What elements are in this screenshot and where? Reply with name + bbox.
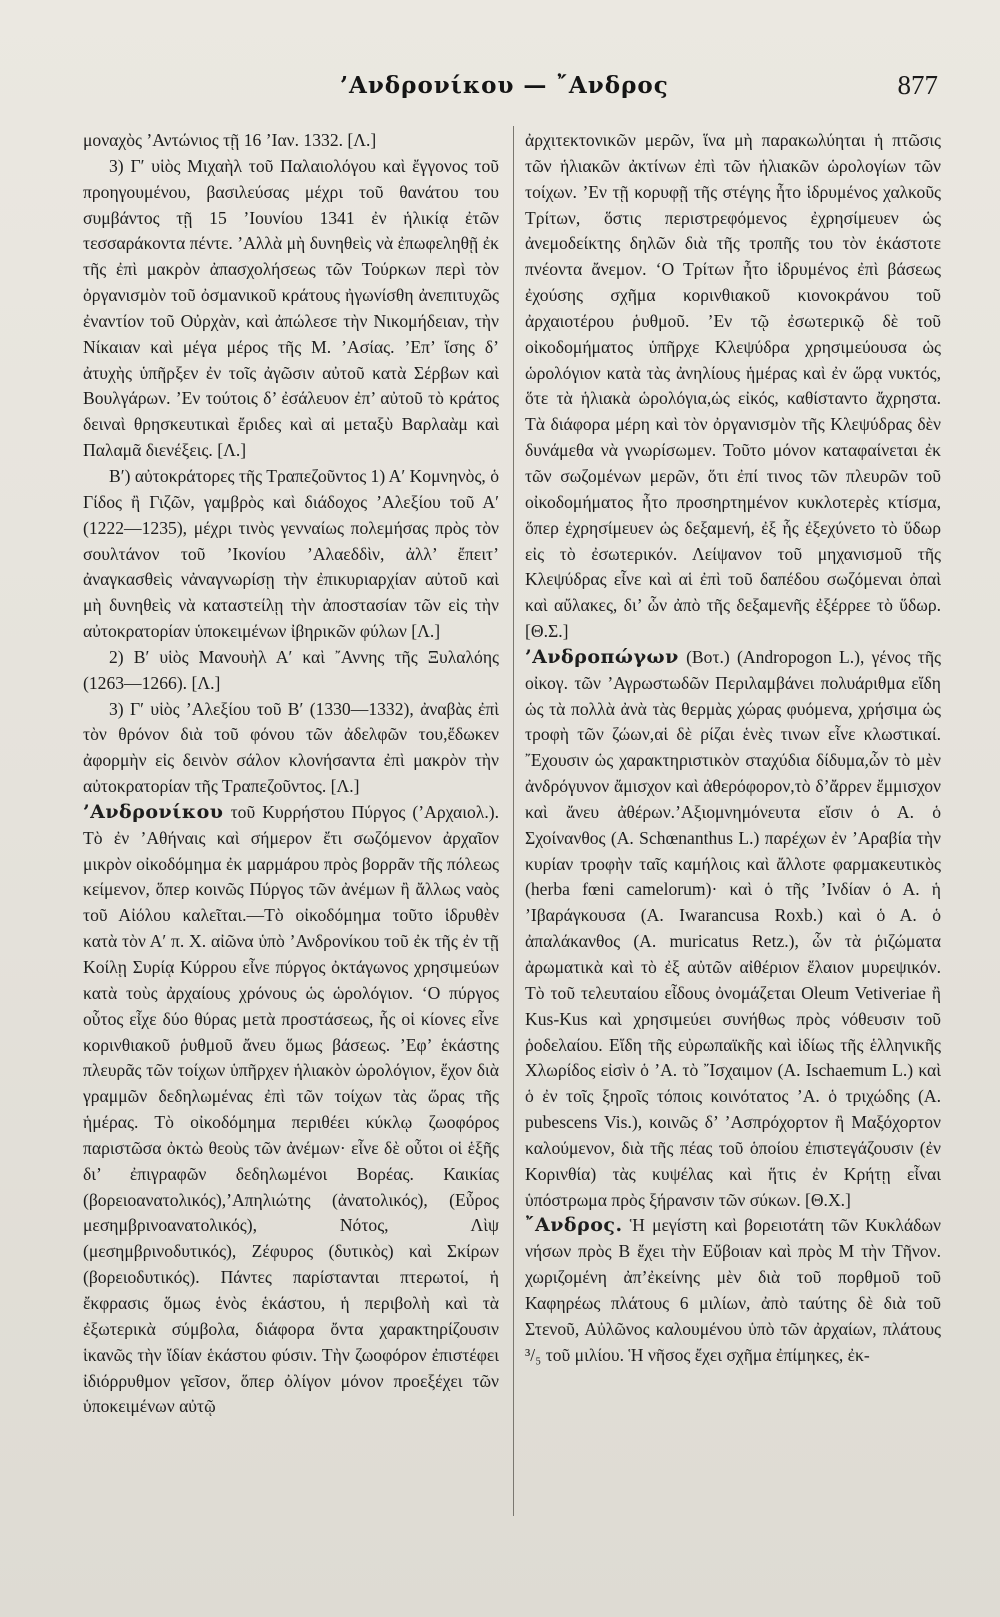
- paragraph: 2) Β′ υἱὸς Μανουὴλ Α′ καὶ ῎Αννης τῆς Ξυλαλόης (1263—1266). [Λ.]: [83, 646, 499, 693]
- paragraph: Β′) αὐτοκράτορες τῆς Τραπεζοῦντος 1) Α′ Κομνηνὸς, ὁ Γίδος ἢ Γιζῶν, γαμβρὸς καὶ διάδοχος ’Αλεξίου τοῦ Α′ (1222—1235), μέχρι τινὸς γενναίως πολεμήσας πρὸς τὸν σουλτάνον τοῦ ’Ικονίου ’Αλαεδδὶν, ἀλλ’ ἔπειτ’ ἀναγκασθεὶς νἀναγνωρίσῃ τὴν ἐπικυριαρχίαν αὐτοῦ καὶ μὴ δυνηθεὶς νὰ καταστείλῃ τὴν ἀποστασίαν τῶν εἰς τὴν αὐτοκρατορίαν ὑποκειμένων ἰβηρικῶν φύλων [Λ.]: [83, 465, 499, 642]
- paragraph: μοναχὸς ’Αντώνιος τῇ 16 ’Ιαν. 1332. [Λ.]: [83, 130, 377, 150]
- entry-headword: ῎Ανδρος.: [525, 1214, 623, 1237]
- entry-body: τοῦ Κυρρήστου Πύργος (’Αρχαιολ.). Τὸ ἐν ’Αθήναις καὶ σήμερον ἔτι σωζόμενον ἀρχαῖον μικρὸν οἰκοδόμημα ἐκ μαρμάρου πρὸς βορρᾶν τῆς πόλεως κείμενον, ὅπερ κοινῶς Πύργος τῶν ἀνέμων ἢ ἄλλως ναὸς τοῦ Αἰόλου καλεῖται.—Τὸ οἰκοδόμημα τοῦτο ἱδρυθὲν κατὰ τὸν Α′ π. Χ. αἰῶνα ὑπὸ ’Ανδρονίκου τοῦ ἐκ τῆς ἐν τῇ Κοίλῃ Συρίᾳ Κύρρου εἶνε πύργος ὀκτάγωνος χρησιμεύων κατὰ τοὺς ἀρχαίους χρόνους ὡς ὡρολόγιον. ‘Ο πύργος οὗτος εἶχε δύο θύρας μετὰ προστάσεως, ἧς οἱ κίονες εἶνε κορινθιακοῦ ῥυθμοῦ ἄνευ ὅμως βάσεως. ’Εφ’ ἑκάστης πλευρᾶς τῶν τοίχων ὑπῆρχεν ἡλιακὸν ὡρολόγιον, ἔχον διὰ γραμμῶν δεδηλωμένας ἐπὶ τῶν τοίχων τὰς ὥρας τῆς ἡμέρας. Τὸ οἰκοδόμημα περιθέει κύκλῳ ζωοφόρος παριστῶσα ὀκτὼ θεοὺς τῶν ἀνέμων· εἶνε δὲ οὗτοι οἱ ἑξῆς δι’ ἐπιγραφῶν δεδηλωμένοι Βορέας. Καικίας (βορειοανατολικός),’Απηλιώτης (ἀνατολικός), (Εὖρος μεσημβρινοανατολικός), Νότος, Λὶψ (μεσημβρινοδυτικός), Ζέφυρος (δυτικὸς) καὶ Σκίρων (βορειοδυτικός). Πάντες παρίστανται πτερωτοί, ἡ ἔκφρασις ὅμως ἑνὸς ἑκάστου, ἡ περιβολὴ καὶ τὰ ἐξωτερικὰ σύμβολα, διάφορα ὄντα χαρακτηρίζουσιν ἱκανῶς τὴν ἴδίαν ἑκάστου φύσιν. Τὴν ζωοφόρον ἐπιστέφει ἰδιόρρυθμον γεῖσον, ὅπερ ὀλίγον μόνον προεξέχει τῶν ὑποκειμένων αὐτῷ: [83, 801, 499, 1417]
- page-number: 877: [897, 70, 938, 100]
- entry-headword: ’Ανδρονίκου: [83, 800, 224, 823]
- page-header: [0, 70, 1000, 110]
- entry-headword: ’Ανδροπώγων: [525, 645, 679, 668]
- column-divider: [513, 126, 514, 1516]
- entry: [83, 800, 499, 1420]
- paragraph: 3) Γ′ υἱὸς Μιχαὴλ τοῦ Παλαιολόγου καὶ ἔγγονος τοῦ προηγουμένου, βασιλεύσας μέχρι τοῦ θανάτου του συμβάντος τῇ 15 ’Ιουνίου 1341 ἐν ἡλικίᾳ ἐτῶν τεσσαράκοντα πέντε. ’Αλλὰ μὴ δυνηθεὶς νὰ ἐπωφεληθῇ ἐκ τῆς ἐπὶ μακρὸν ἀπασχολήσεως τῶν Τούρκων περὶ τὸν ὀργανισμὸν τοῦ ὀσμανικοῦ κράτους ἠγωνίσθη ἀνεπιτυχῶς ἐναντίον τοῦ Οὐρχὰν, καὶ ἀπώλεσε τὴν Νικομήδειαν, τὴν Νίκαιαν καὶ μέγα μέρος τῆς Μ. ’Ασίας. ’Επ’ ἴσης δ’ ἀτυχὴς ὑπῆρξεν ἐν τοῖς ἀγῶσιν αὐτοῦ κατὰ Σέρβων καὶ Βουλγάρων. ’Εν τούτοις δ’ ἐσάλευον ἐπ’ αὐτοῦ τὸ κράτος δειναὶ θρησκευτικαὶ ἔριδες καὶ αἱ μεταξὺ Βαρλαὰμ καὶ Παλαμᾶ διενέξεις. [Λ.]: [83, 155, 499, 461]
- paragraph: 3) Γ′ υἱὸς ’Αλεξίου τοῦ Β′ (1330—1332), ἀναβὰς ἐπὶ τὸν θρόνον διὰ τοῦ φόνου τῶν ἀδελφῶν του,ἔδωκεν ἀφορμὴν εἰς δεινὸν σάλον κλονήσαντα ἐπὶ μακρὸν τὴν αὐτοκρατορίαν τῆς Τραπεζοῦντος. [Λ.]: [83, 698, 499, 797]
- paragraph: ἀρχιτεκτονικῶν μερῶν, ἵνα μὴ παρακωλύηται ἡ πτῶσις τῶν ἡλιακῶν ἀκτίνων ἐπὶ τῶν ἡλιακῶν ὡρολογίων τῶν τοίχων. ’Εν τῇ κορυφῇ τῆς στέγης ἦτο ἱδρυμένος χαλκοῦς Τρίτων, ὅστις περιστρεφόμενος ἐχρησίμευεν ὡς ἀνεμοδείκτης δηλῶν διὰ τῆς τροπῆς του τὸν ἑκάστοτε πνέοντα ἄνεμον. ‘Ο Τρίτων ἦτο ἱδρυμένος ἐπὶ βάσεως ἐχούσης σχῆμα κορινθιακοῦ κιονοκράνου τοῦ ἀρχαιοτέρου ῥυθμοῦ. ’Εν τῷ ἐσωτερικῷ δὲ τοῦ οἰκοδομήματος ὑπῆρχε Κλεψύδρα χρησιμεύουσα ὡς ὡρολόγιον κατὰ τὰς ἀνηλίους ἡμέρας καὶ ἐν ὥρᾳ νυκτός, ὅτε τὰ ἡλιακὰ ὡρολόγια,ὡς εἰκός, καθίσταντο ἄχρηστα. Τὰ διάφορα μέρη καὶ τὸν ὀργανισμὸν τῆς Κλεψύδρας δὲν δυνάμεθα νὰ γνωρίσωμεν. Τοῦτο μόνον καταφαίνεται ἐκ τῶν σωζομένων μερῶν, ὅτι ἐπί τινος τῶν πλευρῶν τοῦ οἰκοδομήματος ἦτο προσηρτημένον κυκλοτερὲς κτίσμα, ὅπερ ἐχρησίμευεν ὡς δεξαμενή, ἐξ ἧς ἐξεχύνετο τὸ ὕδωρ εἰς τὸ ἐσωτερικόν. Λείψανον τοῦ μηχανισμοῦ τῆς Κλεψύδρας εἶνε καὶ αἱ ἐπὶ τοῦ δαπέδου σωζόμεναι ὀπαὶ καὶ αὔλακες, δι’ ὧν ἀπὸ τῆς δεξαμενῆς ἐξέρρεε τὸ ὕδωρ. [Θ.Σ.]: [525, 130, 941, 642]
- entry-body: (Βοτ.) (Andropogon L.), γένος τῆς οἰκογ. τῶν ’Αγρωστωδῶν Περιλαμβάνει πολυάριθμα εἴδη ὡς τὰ πολλὰ ἀνὰ τὰς θερμὰς χώρας φυόμενα, χρήσιμα ὡς τροφὴ τῶν ζώων,αἱ δὲ ρίζαι ἑνὲς τινων εἶνε κλωστικαί. ῎Εχουσιν ὡς χαρακτηριστικὸν σταχύδια δίδυμα,ὧν τὸ μὲν ἀνδρόγυνον ἄμισχον καὶ ἀθερόφορον,τὸ δ’ἄρρεν ἔμμισχον καὶ ἄνευ ἀθέρων.’Αξιομνημόνευτα εἴσιν ὁ Α. ὁ Σχοίνανθος (A. Schœnanthus L.) παρέχων ἐν ’Αραβία τὴν κυρίαν τροφὴν ταῖς καμήλοις καὶ ἄλλοτε φαρμακευτικὸς (herba fœni camelorum)· καὶ ὁ τῆς ’Ινδίαν ὁ Α. ἡ ’Ιβαράγκουσα (A. Iwarancusa Roxb.) καὶ ὁ Α. ὁ ἀπαλάκανθος (A. muricatus Retz.), ὧν τὰ ῥιζώματα ἀρωματικὰ καὶ τὸ ἐξ αὐτῶν αἰθέριον ἔλαιον μυρεψικόν. Τὸ τοῦ τελευταίου εἶδους ὀνομάζεται Oleum Vetiveriae ἢ Kus-Kus καὶ χρησιμεύει συνήθως πρὸς νόθευσιν τοῦ ῥοδελαίου. Εἴδη τῆς εὐρωπαϊκῆς καὶ ἰδίως τῆς ἑλληνικῆς Χλωρίδος εἰσὶν ὁ ’Α. τὸ ῎Ισχαιμον (A. Ischaemum L.) καὶ ὁ ἐν τοῖς ξηροῖς τόποις κοινότατος ’Α. ὁ τριχώδης (A. pubescens Vis.), κοινῶς δ’ ’Ασπρόχορτον ἢ Μαξόχορτον καλούμενον, διὰ τῆς πέας τοῦ ὁποίου ἐπιστεγάζουσιν (ἐν Κορινθία) τὰς κυψέλας καὶ ἥτις ἐν Κρήτῃ εἶναι ὑπόστρωμα πρὸς ξήρανσιν τῶν σύκων. [Θ.Χ.]: [525, 646, 941, 1210]
- entry-body: Ἡ μεγίστη καὶ βορειοτάτη τῶν Κυκλάδων νήσων πρὸς Β ἔχει τὴν Εὔβοιαν καὶ πρὸς Μ τὴν Τῆνον. χωριζομένη ἀπ’ἐκείνης μὲν διὰ τοῦ πορθμοῦ τοῦ Καφηρέως πλάτους 6 μιλίων, ἀπὸ ταύτης δὲ διὰ τοῦ Στενοῦ, Αὐλῶνος καλουμένου ὑπὸ τῶν ἀρχαίων, πλάτους ³/₅ τοῦ μιλίου. Ἡ νῆσος ἔχει σχῆμα ἐπίμηκες, ἐκ-: [525, 1215, 941, 1365]
- entry: [525, 645, 941, 1214]
- entry: [525, 1213, 941, 1368]
- right-column: [525, 128, 941, 1369]
- running-head: ’Ανδρονίκου — ῎Ανδρος: [340, 72, 669, 99]
- left-column: [83, 128, 499, 1420]
